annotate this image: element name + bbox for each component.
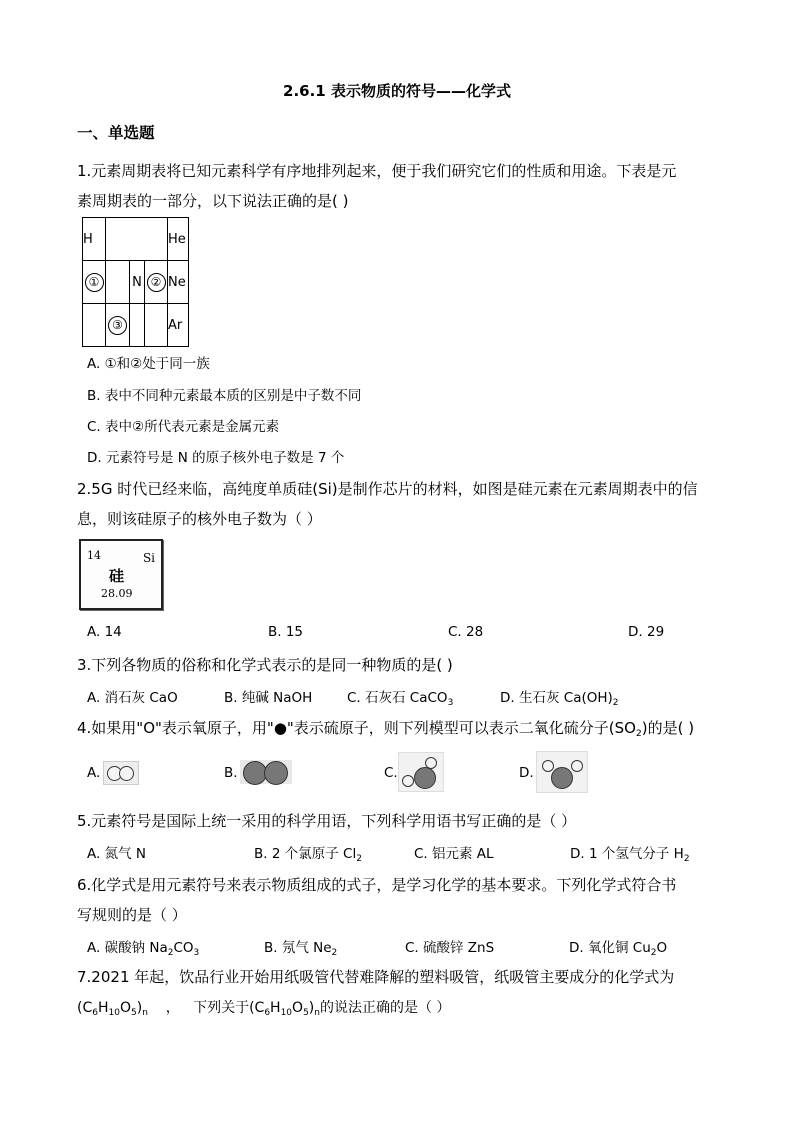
pt-cell-he: He (168, 218, 189, 261)
subscript: 10 (108, 1008, 120, 1018)
subscript: n (142, 1008, 148, 1018)
subscript: 3 (193, 948, 200, 958)
q5-option-d[interactable] (570, 842, 690, 862)
q2-line1: 2.5G 时代已经来临，高纯度单质硅(Si)是制作芯片的材料，如图是硅元素在元素周期表中的信 (77, 480, 698, 498)
sulfur-atom (414, 767, 436, 789)
pt-cell-2 (145, 261, 168, 304)
q6-option-b[interactable] (264, 936, 337, 956)
q4-text-end: )的是( ) (641, 719, 695, 737)
q7-text-end: 的说法正确的是（ ） (319, 1000, 451, 1016)
subscript: 2 (636, 729, 642, 739)
q5-option-c[interactable]: C. 铝元素 AL (414, 846, 494, 862)
q6-option-b-text: B. 氖气 Ne (264, 940, 332, 956)
q1-option-a[interactable]: A. ①和②处于同一族 (87, 356, 210, 372)
pt-cell-1 (83, 261, 106, 304)
formula-part: ) (308, 1000, 315, 1016)
q4-option-d-molecule[interactable] (536, 751, 588, 793)
q1-option-b[interactable]: B. 表中不同种元素最本质的区别是中子数不同 (87, 388, 362, 404)
q4-text: 4.如果用"O"表示氧原子，用"●"表示硫原子，则下列模型可以表示二氧化硫分子(SO (77, 719, 636, 737)
pt-cell-3 (106, 304, 130, 347)
q6-option-d-text: D. 氧化铜 Cu (569, 940, 651, 956)
atomic-mass: 28.09 (101, 587, 133, 600)
q6-option-a-text: A. 碳酸钠 Na (87, 940, 168, 956)
subscript: 2 (356, 854, 362, 864)
q4-option-b-label[interactable]: B. (224, 765, 238, 781)
pt-cell-blank (106, 261, 130, 304)
formula-part: H (97, 1000, 109, 1016)
q6-option-a[interactable] (87, 936, 199, 956)
formula-part: O (119, 1000, 131, 1016)
periodic-table-fragment (82, 217, 189, 347)
oxygen-atom (119, 766, 134, 781)
pt-cell-blank (83, 304, 106, 347)
subscript: 5 (303, 1008, 309, 1018)
subscript: 2 (331, 948, 338, 958)
subscript: 10 (280, 1008, 293, 1018)
pt-cell-blank (145, 304, 168, 347)
q4-option-a-label[interactable]: A. (87, 765, 101, 781)
q3-option-d-text: D. 生石灰 Ca(OH) (500, 690, 613, 706)
pt-cell-blank (106, 218, 168, 261)
subscript: 2 (167, 948, 174, 958)
circled-2: ② (147, 273, 166, 292)
oxygen-atom (402, 775, 414, 787)
pt-cell-blank (130, 304, 145, 347)
formula-part: H (270, 1000, 281, 1016)
q5-option-a[interactable]: A. 氮气 N (87, 846, 146, 862)
q5-option-b-text: B. 2 个氯原子 Cl (254, 846, 357, 862)
q2-line2: 息，则该硅原子的核外电子数为（ ） (77, 510, 322, 528)
subscript: 6 (264, 1008, 271, 1018)
subscript: 6 (92, 1008, 98, 1018)
q7-line1: 7.2021 年起，饮品行业开始用纸吸管代替难降解的塑料吸管，纸吸管主要成分的化学式为 (77, 968, 675, 986)
formula-part: (C (77, 1000, 93, 1016)
subscript: 2 (650, 948, 657, 958)
q3-option-c-text: C. 石灰石 CaCO (347, 690, 448, 706)
q4-option-d-label[interactable]: D. (519, 765, 534, 781)
pt-cell-ar: Ar (168, 304, 189, 347)
q3-line1: 3.下列各物质的俗称和化学式表示的是同一种物质的是( ) (77, 656, 453, 674)
q3-option-d[interactable] (500, 686, 619, 706)
q3-option-a[interactable]: A. 消石灰 CaO (87, 690, 178, 706)
silicon-element-card (79, 539, 163, 610)
q5-line1: 5.元素符号是国际上统一采用的科学用语，下列科学用语书写正确的是（ ） (77, 812, 577, 830)
element-name: 硅 (109, 567, 125, 585)
subscript: 5 (131, 1008, 137, 1018)
subscript: 2 (683, 854, 690, 864)
q7-text: ， 下列关于(C (147, 1000, 265, 1016)
oxygen-atom (425, 757, 437, 769)
q2-option-b[interactable]: B. 15 (268, 624, 304, 640)
q6-line2: 写规则的是（ ） (77, 906, 187, 924)
sulfur-atom (264, 761, 288, 785)
q5-option-d-text: D. 1 个氢气分子 H (570, 846, 684, 862)
pt-cell-ne: Ne (168, 261, 189, 304)
subscript: n (314, 1008, 320, 1018)
pt-cell-h: H (83, 218, 106, 261)
q2-option-d[interactable]: D. 29 (628, 624, 665, 640)
q1-option-c[interactable]: C. 表中②所代表元素是金属元素 (87, 419, 280, 435)
pt-cell-n: N (130, 261, 145, 304)
page-title: 2.6.1 表示物质的符号——化学式 (283, 82, 511, 100)
section-heading: 一、单选题 (77, 124, 155, 142)
atomic-number: 14 (87, 549, 101, 562)
q6-option-d[interactable] (569, 936, 667, 956)
element-symbol: Si (142, 551, 155, 565)
q6-option-d-text: O (656, 940, 668, 956)
q2-option-c[interactable]: C. 28 (448, 624, 484, 640)
q4-option-a-molecule[interactable] (103, 761, 139, 785)
q6-line1: 6.化学式是用元素符号来表示物质组成的式子，是学习化学的基本要求。下列化学式符合书 (77, 876, 677, 894)
q6-option-a-text: CO (173, 940, 194, 956)
circled-3: ③ (108, 316, 127, 335)
q2-option-a[interactable]: A. 14 (87, 624, 122, 640)
formula-part: O (292, 1000, 304, 1016)
q6-option-c[interactable]: C. 硫酸锌 ZnS (405, 940, 495, 956)
q3-option-c[interactable] (347, 686, 453, 706)
sulfur-atom (551, 767, 573, 789)
oxygen-atom (542, 760, 554, 772)
q1-option-d[interactable]: D. 元素符号是 N 的原子核外电子数是 7 个 (87, 450, 345, 466)
q1-line1: 1.元素周期表将已知元素科学有序地排列起来，便于我们研究它们的性质和用途。下表是元 (77, 162, 677, 180)
subscript: 3 (447, 698, 454, 708)
oxygen-atom (571, 760, 583, 772)
circled-1: ① (85, 273, 104, 292)
q7-line2 (77, 997, 450, 1017)
formula-part: ) (136, 1000, 143, 1016)
q1-line2: 素周期表的一部分，以下说法正确的是( ) (77, 192, 349, 210)
q5-option-b[interactable] (254, 842, 362, 862)
q4-option-b-molecule[interactable] (240, 760, 292, 784)
q3-option-b[interactable]: B. 纯碱 NaOH (224, 690, 313, 706)
subscript: 2 (612, 698, 619, 708)
q4-line1 (77, 717, 694, 738)
q4-option-c-label[interactable]: C. (384, 765, 398, 781)
q4-option-c-molecule[interactable] (398, 752, 444, 792)
